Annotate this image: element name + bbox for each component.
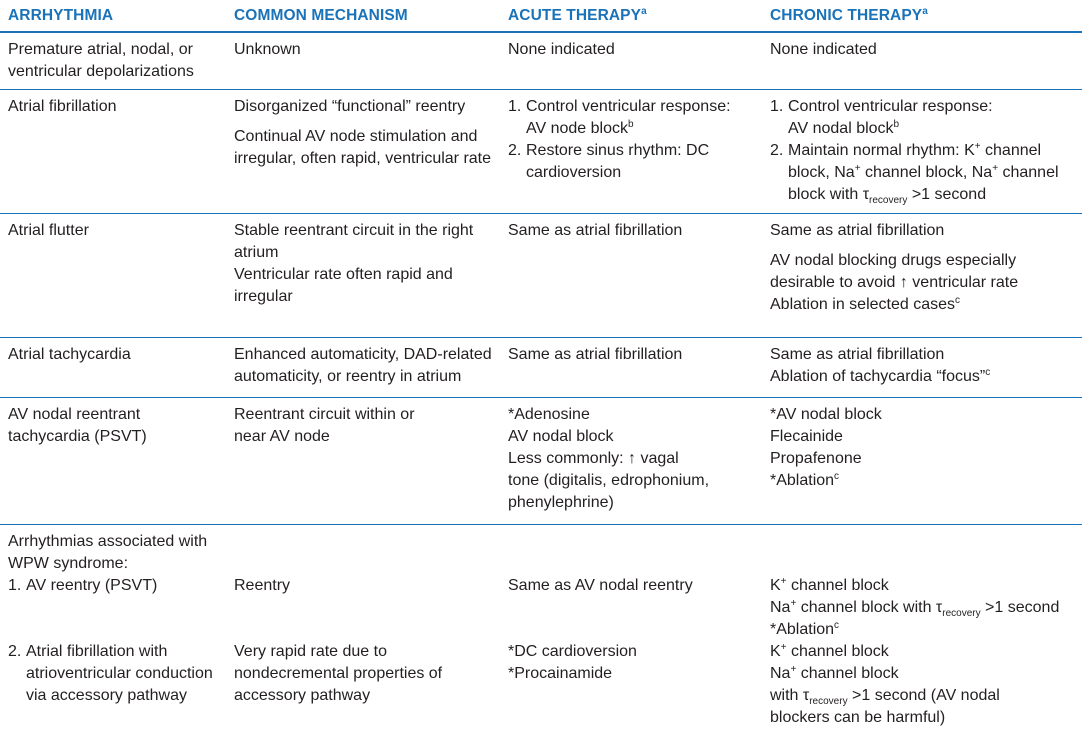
table-row [0, 89, 1082, 213]
acute-therapy-cell: None indicated [500, 32, 762, 89]
acute-therapy-cell: Same as AV nodal reentry *DC cardioversion *Procainamide [508, 576, 693, 682]
chronic-therapy-cell: K+ channel block Na+ channel block with $\tau_{recovery} >1$ second *Ablation$^c$ K+ channel block Na+ channel block with $\tau_{recovery} >1$ second (AV nodal blockers can be harmful) [770, 575, 1060, 726]
chronic-therapy-cell: Same as atrial fibrillation Ablation of tachycardia “focus”$^c$ [762, 337, 1082, 397]
header-chronic-therapy: CHRONIC THERAPY$^a$ [762, 0, 1082, 32]
table-row [0, 524, 1082, 729]
chronic-therapy-cell: None indicated [762, 32, 1082, 89]
chronic-therapy-cell: *AV nodal block Flecainide Propafenone *Ablation$^c$ [762, 397, 1082, 524]
chronic-therapy-cell: 1. Control ventricular response: AV nodal block$^b$ 2. Maintain normal rhythm: K+ channel block, Na+ channel block, Na+ channel block with $\tau_{recovery} >1$ second [762, 89, 1082, 213]
table-row [0, 397, 1082, 524]
acute-therapy-cell: *Adenosine AV nodal block Less commonly: ↑ vagal tone (digitalis, edrophonium, phenylephrine) [500, 397, 762, 524]
footnote-marker: a [922, 5, 928, 17]
acute-therapy-cell: Same as atrial fibrillation [500, 213, 762, 337]
table-header-row [0, 0, 1082, 32]
mechanism-cell: Disorganized “functional” reentry Continual AV node stimulation and irregular, often rapid, ventricular rate [226, 89, 500, 213]
mechanism-cell: Unknown [226, 32, 500, 89]
mechanism-cell: Stable reentrant circuit in the right atrium Ventricular rate often rapid and irregular [226, 213, 500, 337]
table-row [0, 32, 1082, 89]
mechanism-cell: Reentrant circuit within or near AV node [226, 397, 500, 524]
chronic-therapy-cell: Same as atrial fibrillation AV nodal blocking drugs especially desirable to avoid ↑ ventricular rate Ablation in selected cases$^c$ [762, 213, 1082, 337]
header-arrhythmia: ARRHYTHMIA [0, 0, 226, 32]
mechanism-cell: Enhanced automaticity, DAD-related automaticity, or reentry in atrium [226, 337, 500, 397]
arrhythmia-cell: Atrial tachycardia [0, 337, 226, 397]
arrhythmia-cell: Arrhythmias associated with WPW syndrome: 1. AV reentry (PSVT) 2. Atrial fibrillation with atrioventricular conduction via accessory pathway [8, 532, 213, 704]
arrhythmia-cell: Premature atrial, nodal, or ventricular depolarizations [0, 32, 226, 89]
acute-therapy-cell: 1. Control ventricular response: AV node block$^b$ 2. Restore sinus rhythm: DC cardioversion [500, 89, 762, 213]
arrhythmia-cell: Atrial fibrillation [0, 89, 226, 213]
arrhythmia-cell: AV nodal reentrant tachycardia (PSVT) [0, 397, 226, 524]
table-row [0, 213, 1082, 337]
table-row [0, 337, 1082, 397]
header-acute-therapy: ACUTE THERAPY$^a$ [500, 0, 762, 32]
acute-therapy-cell: Same as atrial fibrillation [500, 337, 762, 397]
header-common-mechanism: COMMON MECHANISM [226, 0, 500, 32]
arrhythmia-cell: Atrial flutter [0, 213, 226, 337]
footnote-marker: a [641, 5, 647, 17]
mechanism-cell: Reentry Very rapid rate due to nondecremental properties of accessory pathway [234, 576, 443, 704]
